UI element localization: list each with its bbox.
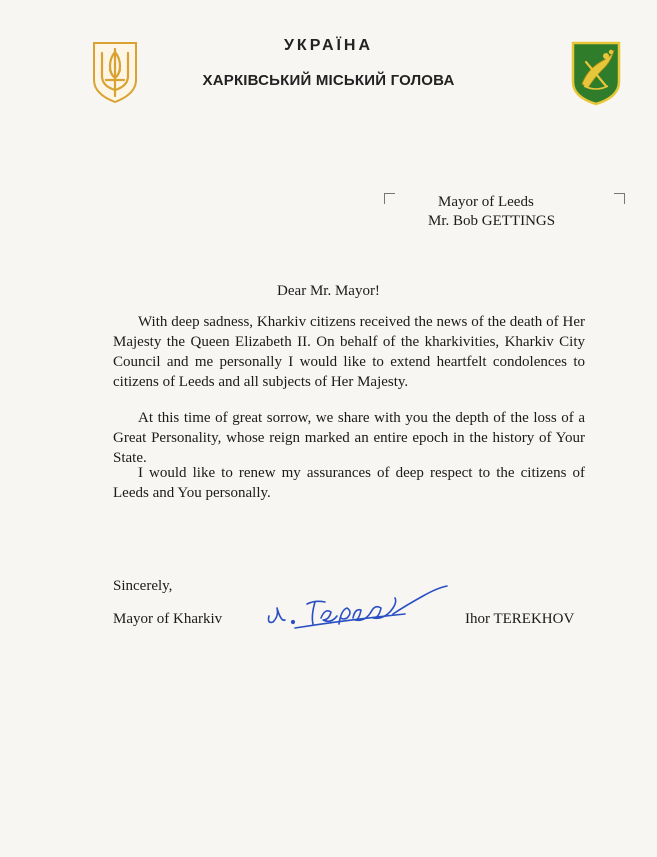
body-paragraph-2: At this time of great sorrow, we share with you the depth of the loss of a Great Personality, whose reign marked an entire epoch in the history of Your State. bbox=[113, 410, 585, 466]
signer-name: Ihor TEREKHOV bbox=[465, 611, 575, 627]
body-paragraph-3: I would like to renew my assurances of deep respect to the citizens of Leeds and You personally. bbox=[113, 465, 585, 501]
office-title: ХАРКІВСЬКИЙ МІСЬКИЙ ГОЛОВА bbox=[202, 72, 455, 89]
signer-title: Mayor of Kharkiv bbox=[113, 611, 223, 627]
salutation: Dear Mr. Mayor! bbox=[277, 283, 380, 299]
recipient-line-1: Mayor of Leeds bbox=[438, 194, 534, 210]
body-paragraph-1: With deep sadness, Kharkiv citizens received the news of the death of Her Majesty the Queen Elizabeth II. On behalf of the kharkivities, Kharkiv City Council and me personally I would like to extend heartfelt condolences to citizens of Leeds and all subjects of Her Majesty. bbox=[113, 314, 585, 390]
kharkiv-coat-of-arms-icon bbox=[570, 40, 622, 106]
recipient-line-2: Mr. Bob GETTINGS bbox=[428, 213, 556, 229]
handwritten-signature bbox=[255, 578, 455, 640]
country-title: УКРАЇНА bbox=[283, 37, 374, 54]
address-bracket-right bbox=[614, 193, 625, 204]
closing: Sincerely, bbox=[113, 578, 173, 594]
address-bracket-left bbox=[384, 193, 395, 204]
